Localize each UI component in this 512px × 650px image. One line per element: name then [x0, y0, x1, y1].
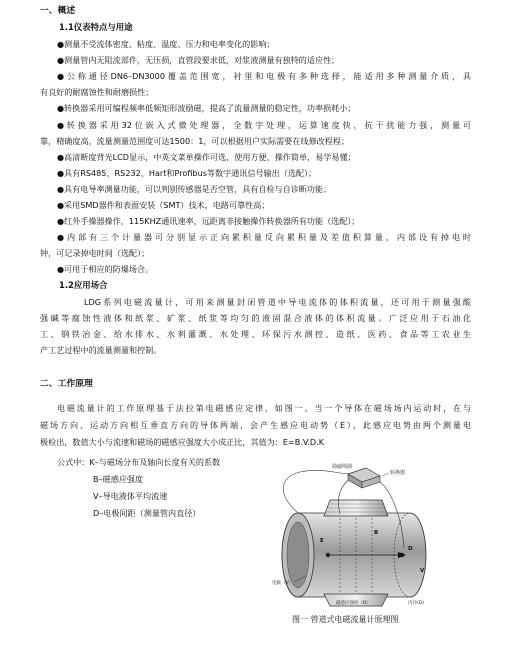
feature-line-4: ●转换器采用可编程频率低频矩形波励磁，提高了流量测量的稳定性，功率损耗小；: [57, 103, 356, 113]
label-b: B: [374, 530, 379, 536]
section-heading-principle: 二、工作原理: [40, 379, 93, 389]
principle-line-1: 电磁流量计的工作原理基于法拉第电磁感应定律，如图一。当一个导体在磁场场内运动时，在与: [57, 403, 471, 413]
formula-line-d: D–电极间距（测量管内直径）: [93, 508, 201, 518]
formula-line-b: B–磁感应强度: [93, 474, 144, 484]
application-line-1: LDG系列电磁流量计，可用来测量封闭管道中导电流体的体积流量，还可用于测量强酸: [84, 297, 471, 307]
formula-line-v: V–导电液体平均流速: [93, 491, 168, 501]
excitation-coil-top: [324, 500, 388, 516]
label-d: D: [408, 546, 413, 552]
flowmeter-principle-diagram: [270, 458, 470, 608]
label-excitation-coil: 励磁线圈: [332, 464, 353, 470]
feature-line-2: ●测量管内无阻流部件，无压损，直管段要求低，对浆液测量有独特的适应性；: [57, 55, 340, 65]
feature-line-5: ●转换器采用32位嵌入式微处理器，全数字处理，运算速度快，抗干扰能力强，测量可: [57, 120, 471, 130]
subsection-heading-features: 1.1仪表特点与用途: [59, 22, 133, 32]
feature-line-3: ●公称通径DN6–DN3000覆盖范围宽，衬里和电极有多种选择，能适用多种测量介质，具: [57, 71, 471, 81]
feature-line-5-cont: 靠，精确度高，流量测量范围度可达1500：1，可以根据用户实际需要在线修改程程；: [40, 136, 350, 146]
feature-line-6: ●高清断度背光LCD显示，中英文菜单操作可选，使用方便，操作简单，易学易懂；: [57, 152, 356, 162]
figure-caption: 图一 管道式电磁流量计原理图: [292, 615, 399, 624]
formula-line-k: 公式中：K–与磁场分布及轴向长度有关的系数: [57, 457, 221, 467]
feature-line-8: ●具有电导率测量功能，可以判别传感器是否空管，具有自检与自诊断功能；: [57, 184, 332, 194]
feature-line-1: ●测量不受流体密度、粘度、温度、压力和电率变化的影响；: [57, 39, 275, 49]
feature-line-10: ●红外手操器操作，115KHZ通讯速率，远距离非接触操作转换器所有功能（选配）；: [57, 216, 360, 226]
feature-line-11-cont: 钟，可记录掉电时间（选配）；: [40, 248, 150, 258]
application-line-4: 产工艺过程中的流量测量和控制。: [40, 345, 162, 355]
label-e: E: [320, 538, 324, 544]
label-field-strength: 磁感应强度（B）: [336, 601, 371, 606]
label-v: V: [420, 568, 425, 574]
feature-line-7: ●具有RS485、RS232、Hart和Profibus等数字通讯信号输出（选配）；: [57, 168, 317, 178]
label-electrode: 电极（V）: [272, 581, 294, 586]
feature-line-12: ●可用于相应的防爆场合。: [57, 264, 154, 274]
label-converter: 转换器: [390, 470, 406, 476]
feature-line-11: ●内部有三个计量器可分别显示正向累积量反向累积量及差值积算量，内部设有掉电时: [57, 232, 471, 242]
feature-line-9: ●采用SMD器件和表面安装（SMT）技术，电路可靠性高；: [57, 200, 270, 210]
feature-line-3-cont: 有良好的耐腐蚀性和耐磨损性；: [40, 87, 154, 97]
application-line-2: 强碱等腐蚀性液体和纸浆、矿浆、纸浆等均匀的液固混合液体的体积流量。广泛应用于石油化: [40, 313, 471, 323]
section-heading-overview: 一、概述: [40, 6, 76, 16]
label-inner-diameter: 内径(D): [408, 601, 424, 606]
principle-line-3: 极检出，数值大小与流速和磁场的磁感应强度大小成正比，其值为：E=B.V.D.K: [40, 437, 325, 447]
application-line-3: 工、钢铁冶金、给水排水、水利灌溉、水处理、环保污水测控、造纸、医药、食品等工农业生: [40, 329, 471, 339]
subsection-heading-application: 1.2应用场合: [59, 280, 108, 290]
principle-line-2: 磁场方向、运动方向相互垂直方向的导体两端，会产生感应电动势（E），此感应电势由两个测量电: [40, 420, 471, 430]
